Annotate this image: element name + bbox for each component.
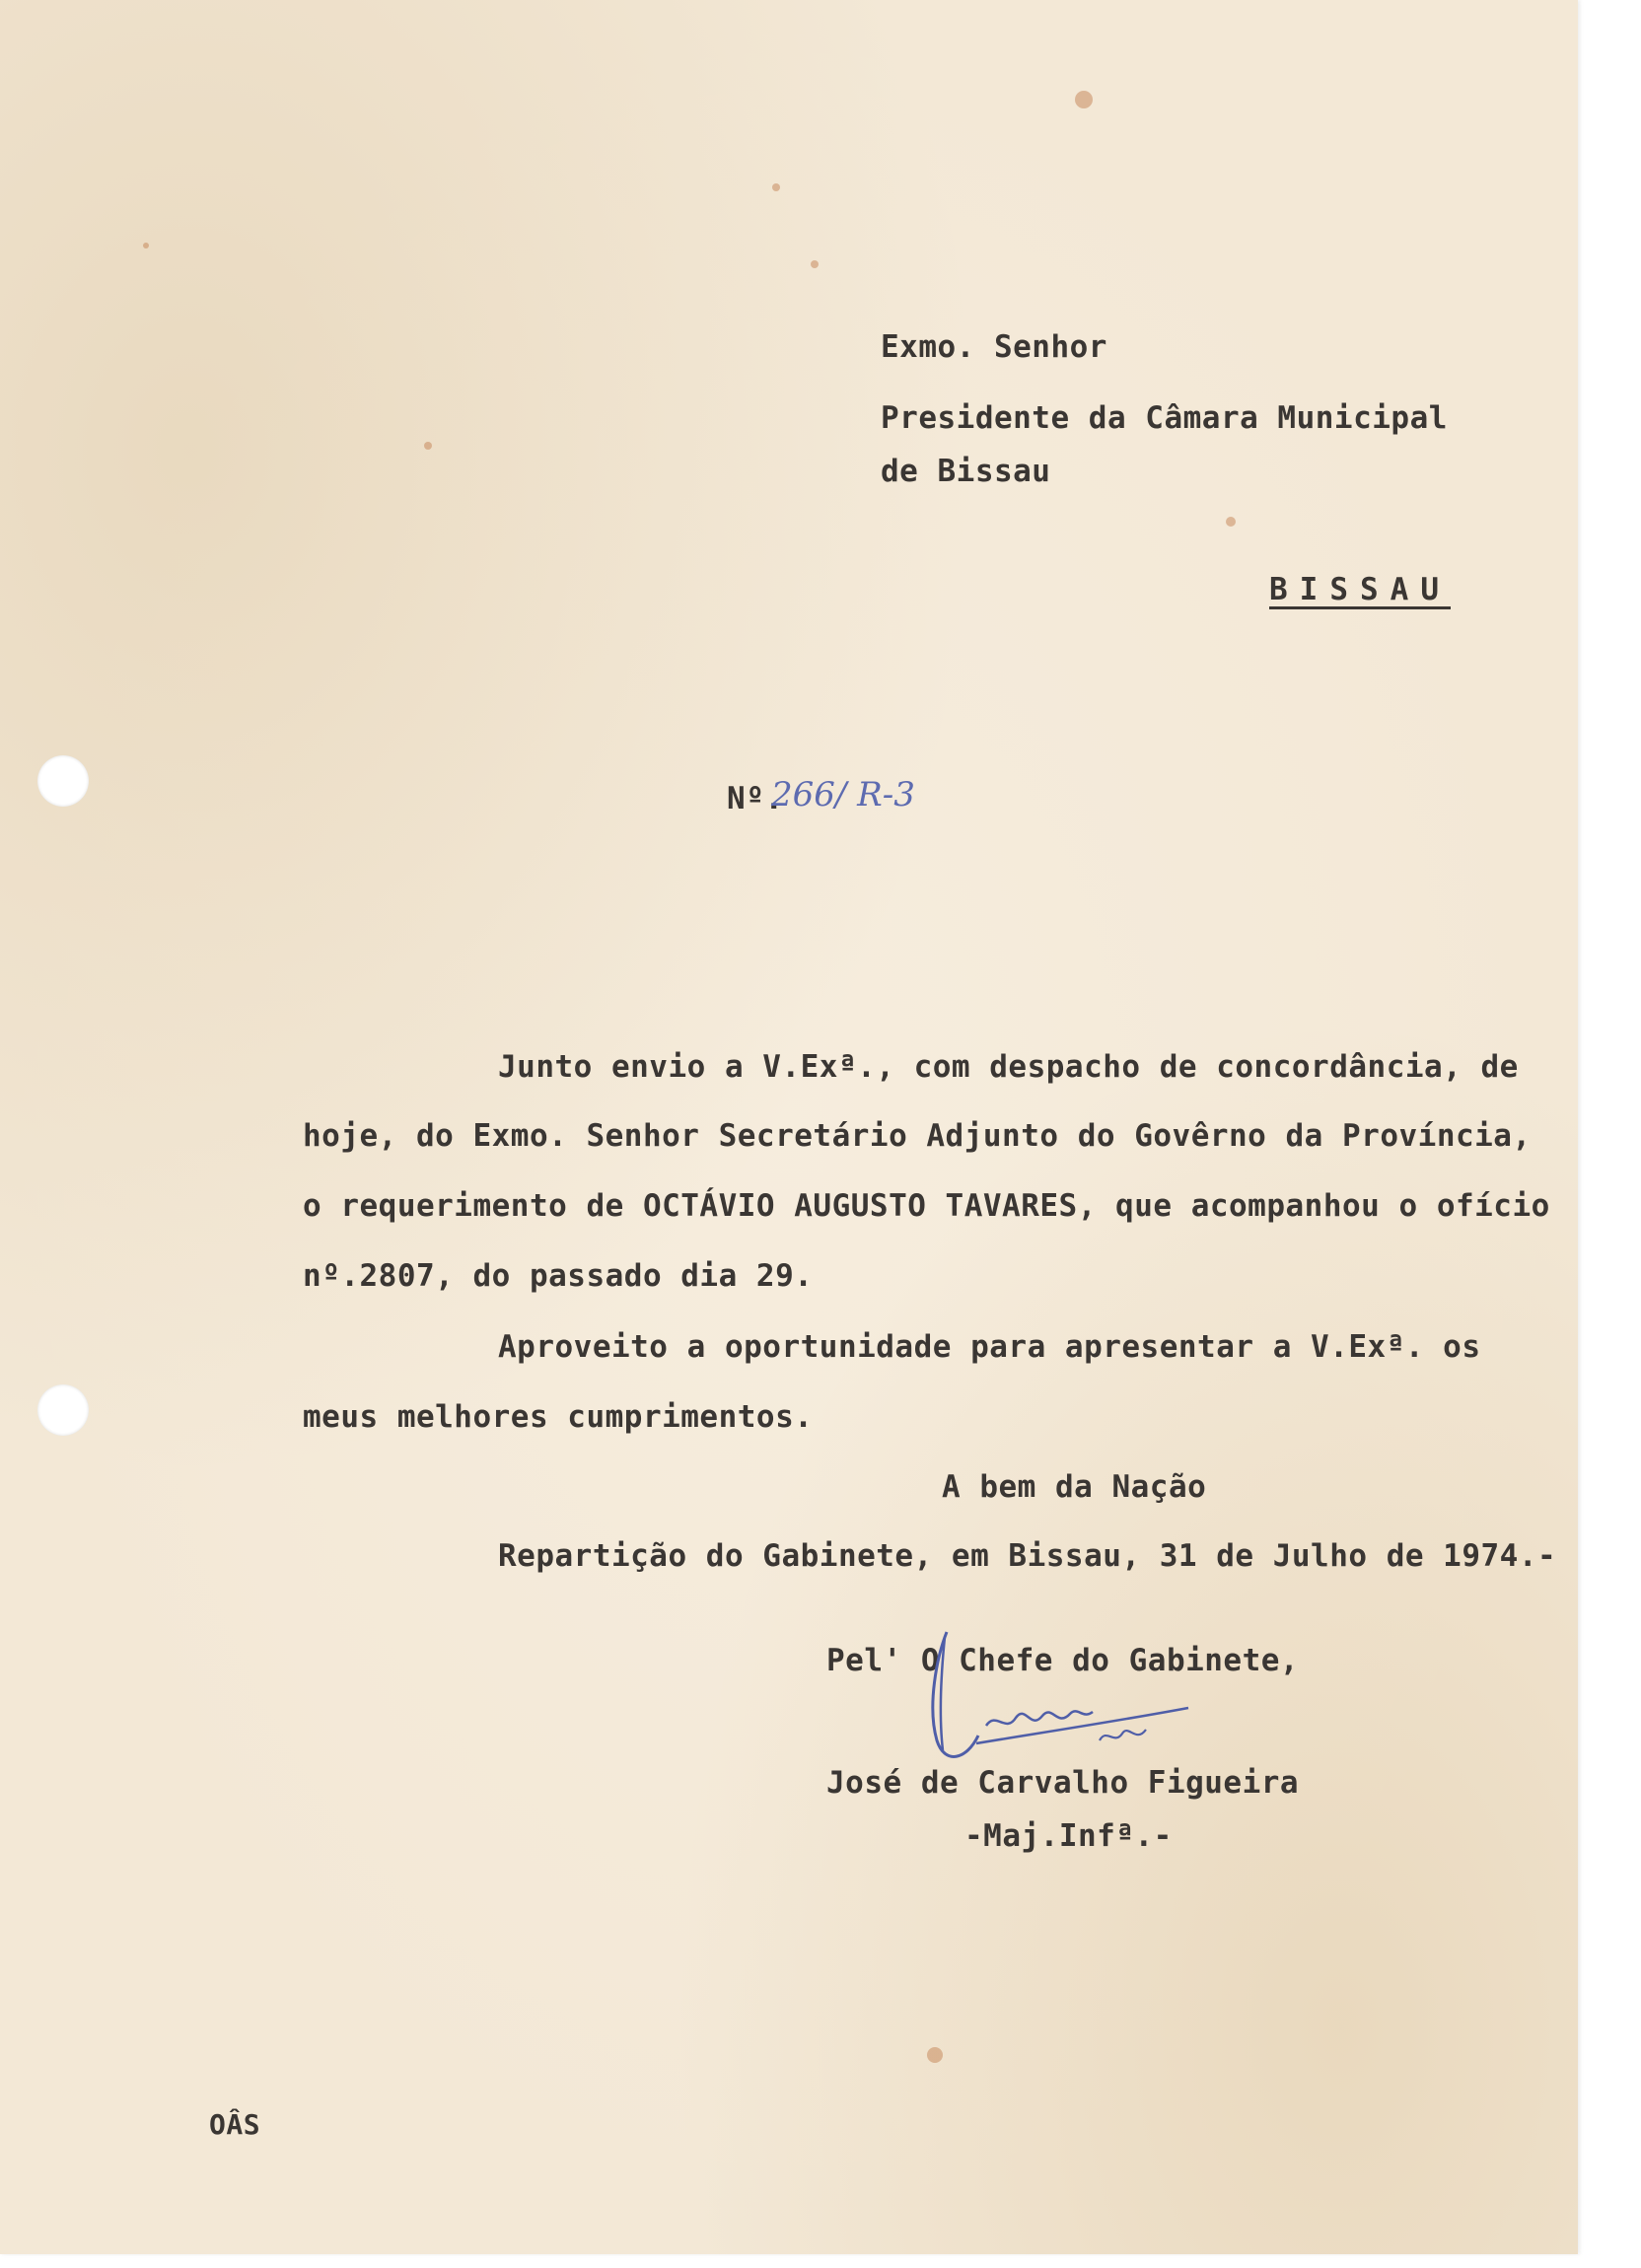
addressee-title: Presidente da Câmara Municipal — [881, 400, 1448, 436]
signature-on-behalf: Pel' O Chefe do Gabinete, — [826, 1643, 1300, 1678]
stain-spot — [143, 243, 149, 248]
salutation: Exmo. Senhor — [881, 329, 1107, 365]
punch-hole-top — [37, 755, 89, 807]
typist-initials: OÂS — [209, 2108, 261, 2141]
stain-spot — [927, 2047, 943, 2063]
body-paragraph-1-line-1: Junto envio a V.Exª., com despacho de concordância, de — [498, 1049, 1519, 1085]
body-paragraph-1-line-3: o requerimento de OCTÁVIO AUGUSTO TAVARES, que acompanhou o ofício — [303, 1188, 1550, 1224]
stain-spot — [1226, 517, 1236, 527]
body-paragraph-2-line-2: meus melhores cumprimentos. — [303, 1399, 814, 1435]
body-paragraph-1-line-2: hoje, do Exmo. Senhor Secretário Adjunto do Govêrno da Província, — [303, 1118, 1532, 1154]
signatory-name: José de Carvalho Figueira — [826, 1765, 1300, 1801]
body-paragraph-1-line-4: nº.2807, do passado dia 29. — [303, 1258, 814, 1294]
reference-label: Nº. — [727, 781, 784, 816]
closing-motto: A bem da Nação — [942, 1469, 1207, 1505]
signatory-rank: -Maj.Infª.- — [964, 1818, 1173, 1854]
handwritten-signature — [917, 1617, 1233, 1785]
place-and-date: Repartição do Gabinete, em Bissau, 31 de Julho de 1974.- — [498, 1538, 1557, 1574]
addressee-city: BISSAU — [1269, 572, 1451, 607]
addressee-title-continued: de Bissau — [881, 454, 1051, 489]
body-paragraph-2-line-1: Aproveito a oportunidade para apresentar a V.Exª. os — [498, 1329, 1481, 1365]
stain-spot — [424, 442, 432, 450]
stain-spot — [772, 183, 780, 191]
stain-spot — [811, 260, 819, 268]
reference-handwritten-number: 266/ R-3 — [771, 775, 915, 815]
punch-hole-bottom — [37, 1384, 89, 1436]
stain-spot — [1075, 91, 1093, 108]
